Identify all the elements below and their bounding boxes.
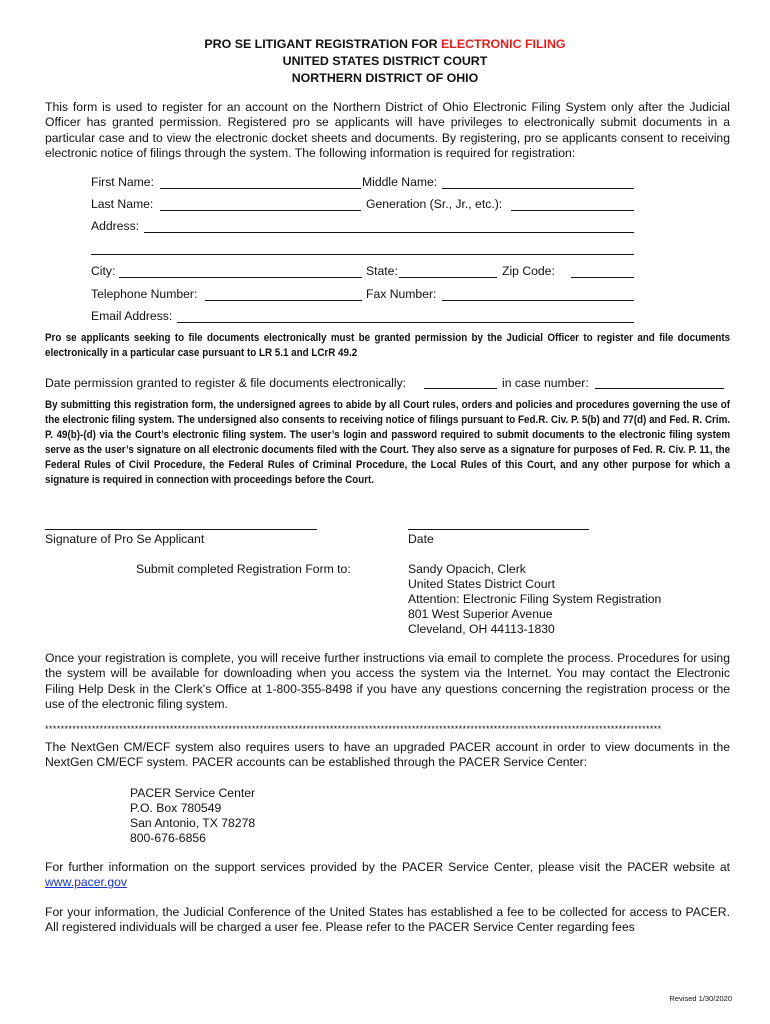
- address-field-line2[interactable]: [91, 254, 634, 255]
- city-field[interactable]: [119, 277, 362, 278]
- further-info-text: For further information on the support services provided by the PACER Service Center, please visit the PACER website at: [45, 860, 730, 874]
- email-field[interactable]: [177, 322, 634, 323]
- last-name-field[interactable]: [160, 210, 361, 211]
- submit-label: Submit completed Registration Form to:: [136, 562, 351, 576]
- pacer-address-line: PACER Service Center: [130, 786, 256, 800]
- middle-name-field[interactable]: [442, 188, 634, 189]
- email-label: Email Address:: [91, 309, 173, 323]
- signature-label: Signature of Pro Se Applicant: [45, 532, 205, 546]
- separator: **************************************************************************************************************************************************************: [45, 724, 662, 734]
- generation-field[interactable]: [511, 210, 634, 211]
- pacer-address-line: P.O. Box 780549: [130, 801, 222, 815]
- agreement-paragraph: By submitting this registration form, the undersigned agrees to abide by all Court rules, orders and policies and procedures governing the use of the electronic filing system. The undersigned also consents to receiving notice of filings pursuant to Fed.R. Civ. P. 5(b) and 77(d) and Fed. R. Crim. P. 49(b)-(d) via the Court’s electronic filing system. The user’s login and password required to submit documents to the electronic filing system serve as the user’s signature on all electronic documents filed with the Court. They also serve as a signature for purposes of Fed. R. Civ. P. 11, the Federal Rules of Civil Procedure, the Federal Rules of Criminal Procedure, the Local Rules of this Court, and any other purpose for which a signature is required in connection with proceedings before the Court.: [45, 399, 731, 486]
- date-permission-field[interactable]: [424, 388, 497, 389]
- first-name-field[interactable]: [160, 188, 361, 189]
- first-name-label: First Name:: [91, 175, 154, 189]
- address-label: Address:: [91, 219, 140, 233]
- case-number-label: in case number:: [502, 376, 589, 390]
- signature-line[interactable]: [45, 529, 317, 530]
- state-field[interactable]: [399, 277, 497, 278]
- clerk-address: [408, 562, 661, 637]
- address-field-line1[interactable]: [144, 232, 634, 233]
- zip-code-field[interactable]: [571, 277, 634, 278]
- clerk-address-line: 801 West Superior Avenue: [408, 607, 553, 621]
- form-title: [0, 36, 770, 53]
- date-signature-line[interactable]: [408, 529, 589, 530]
- zip-code-label: Zip Code:: [502, 264, 555, 278]
- telephone-field[interactable]: [205, 300, 362, 301]
- nextgen-paragraph: The NextGen CM/ECF system also requires users to have an upgraded PACER account in order to view documents in the NextGen CM/ECF system. PACER accounts can be established through the PACER Service Center:: [45, 740, 730, 770]
- telephone-label: Telephone Number:: [91, 287, 198, 301]
- pacer-address-line: San Antonio, TX 78278: [130, 816, 256, 830]
- city-label: City:: [91, 264, 116, 278]
- form-title-highlight: ELECTRONIC FILING: [440, 37, 566, 51]
- generation-label: Generation (Sr., Jr., etc.):: [366, 197, 503, 211]
- completion-paragraph: Once your registration is complete, you will receive further instructions via email to complete the process. Procedures for using the system will be available for downloading when you access the system via the Internet. You may contact the Electronic Filing Help Desk in the Clerk's Office at 1-800-355-8498 if you have any questions concerning the registration process or the use of the electronic filing system.: [45, 651, 730, 711]
- last-name-label: Last Name:: [91, 197, 154, 211]
- pacer-website-link[interactable]: www.pacer.gov: [45, 875, 127, 890]
- permission-notice: Pro se applicants seeking to file documents electronically must be granted permission by the Judicial Officer to register and file documents electronically in a particular case pursuant to LR 5.1 and LCrR 49.2: [45, 332, 731, 359]
- date-label: Date: [408, 532, 434, 546]
- clerk-address-line: Sandy Opacich, Clerk: [408, 562, 526, 576]
- fee-info-paragraph: For your information, the Judicial Conference of the United States has established a fee to be collected for access to PACER. All registered individuals will be charged a user fee. Please refer to the PACER Service Center regarding fees: [45, 905, 730, 935]
- clerk-address-line: Cleveland, OH 44113-1830: [408, 622, 555, 636]
- further-info-paragraph: [45, 860, 730, 891]
- clerk-address-line: United States District Court: [408, 577, 555, 591]
- district-name: NORTHERN DISTRICT OF OHIO: [291, 71, 479, 85]
- pacer-address: [130, 786, 255, 846]
- revision-date: Revised 1/30/2020: [669, 994, 732, 1003]
- fax-field[interactable]: [442, 300, 634, 301]
- court-name: UNITED STATES DISTRICT COURT: [282, 54, 488, 68]
- pacer-address-line: 800-676-6856: [130, 831, 206, 845]
- case-number-field[interactable]: [595, 388, 724, 389]
- clerk-address-line: Attention: Electronic Filing System Registration: [408, 592, 662, 606]
- state-label: State:: [366, 264, 398, 278]
- intro-paragraph: This form is used to register for an account on the Northern District of Ohio Electronic Filing System only after the Judicial Officer has granted permission. Registered pro se applicants will have privileges to electronically submit documents in a particular case and to view the electronic docket sheets and documents. By registering, pro se applicants consent to receiving electronic notice of filings through the system. The following information is required for registration:: [45, 100, 730, 160]
- middle-name-label: Middle Name:: [362, 175, 438, 189]
- form-title-prefix: PRO SE LITIGANT REGISTRATION FOR: [204, 37, 441, 51]
- date-permission-label: Date permission granted to register & file documents electronically:: [45, 376, 407, 390]
- fax-label: Fax Number:: [366, 287, 437, 301]
